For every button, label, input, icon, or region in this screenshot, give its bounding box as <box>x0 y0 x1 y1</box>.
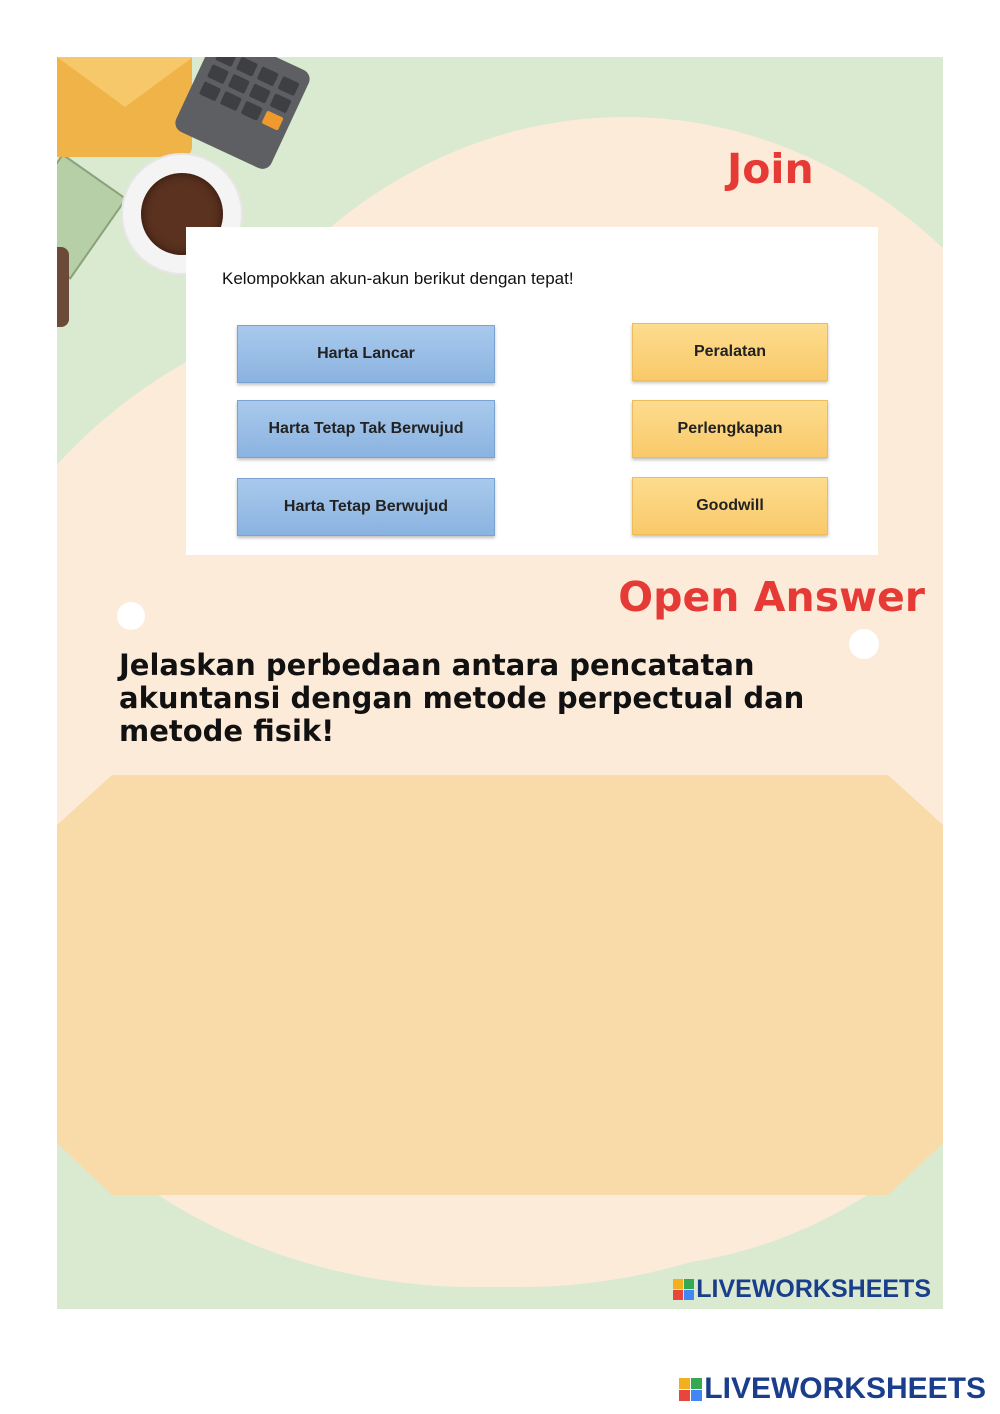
brand-name: LIVEWORKSHEETS <box>704 1372 986 1405</box>
wallet-illustration <box>57 247 69 327</box>
open-answer-heading: Open Answer <box>618 573 925 621</box>
join-heading: Join <box>727 145 814 193</box>
answer-text-area[interactable] <box>57 775 943 1195</box>
item-chip: Goodwill <box>632 477 828 535</box>
item-chip: Perlengkapan <box>632 400 828 458</box>
question-prompt: Jelaskan perbedaan antara pencatatan akuntansi dengan metode perpectual dan metode fisik! <box>119 648 805 748</box>
liveworksheets-watermark <box>673 1275 931 1304</box>
liveworksheets-logo-icon <box>679 1378 702 1401</box>
matching-question-image <box>186 227 878 555</box>
brand-name: LIVEWORKSHEETS <box>696 1275 931 1303</box>
category-chip: Harta Tetap Berwujud <box>237 478 495 536</box>
category-chip: Harta Lancar <box>237 325 495 383</box>
envelope-illustration <box>57 57 192 157</box>
decorative-dot <box>117 602 145 630</box>
item-chip: Peralatan <box>632 323 828 381</box>
liveworksheets-logo-icon <box>673 1279 694 1300</box>
category-chip: Harta Tetap Tak Berwujud <box>237 400 495 458</box>
calculator-illustration <box>172 57 313 172</box>
liveworksheets-footer-logo[interactable] <box>679 1372 986 1406</box>
worksheet-page <box>57 57 943 1309</box>
matching-instruction: Kelompokkan akun-akun berikut dengan tepat! <box>222 269 574 288</box>
